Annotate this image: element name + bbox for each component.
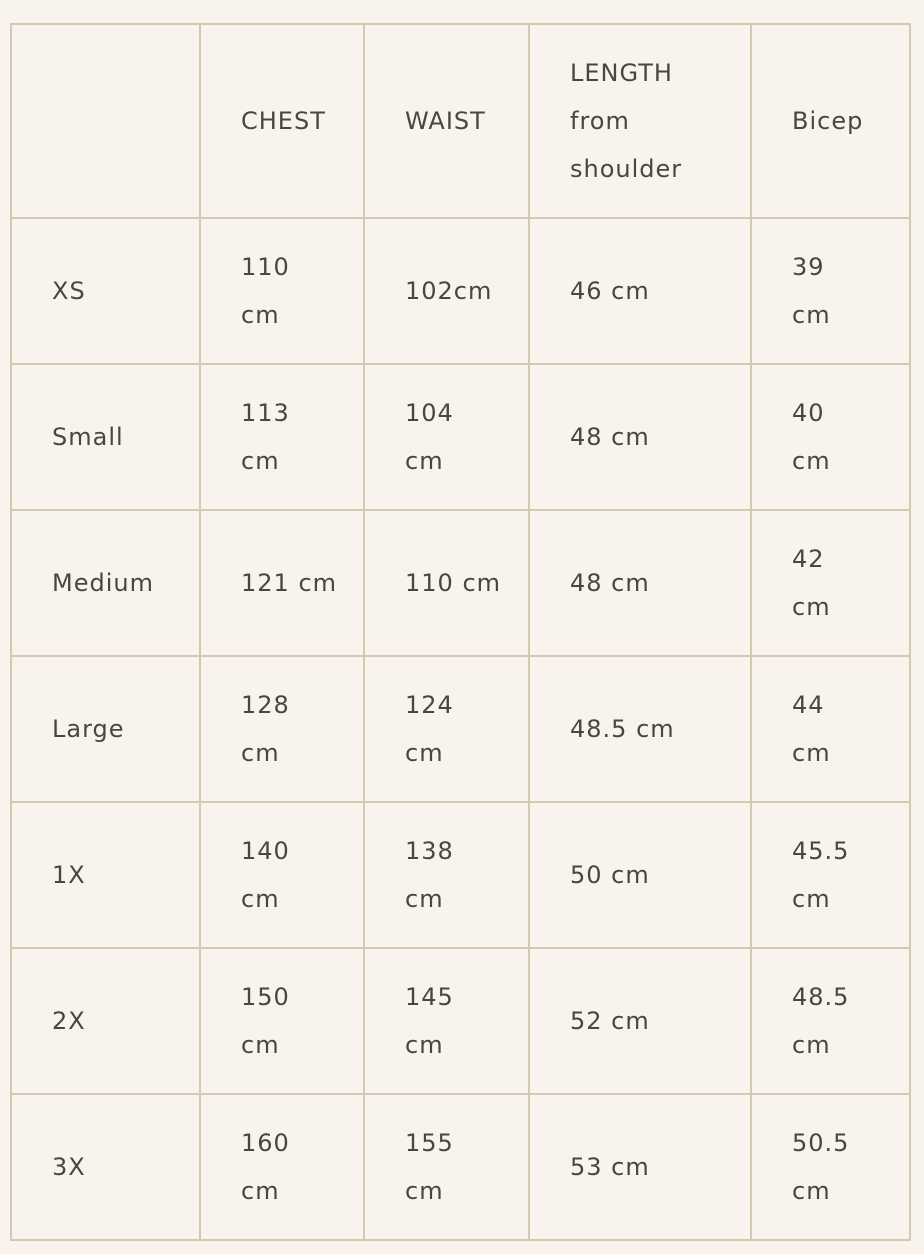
cell-size: XS xyxy=(11,218,200,364)
cell-bicep: 40 cm xyxy=(751,364,910,510)
table-header-row xyxy=(11,24,910,218)
table-row xyxy=(11,510,910,656)
table-row xyxy=(11,802,910,948)
cell-chest: 110 cm xyxy=(200,218,364,364)
table-row xyxy=(11,218,910,364)
cell-chest: 150 cm xyxy=(200,948,364,1094)
cell-waist: 155 cm xyxy=(364,1094,529,1240)
cell-length: 48.5 cm xyxy=(529,656,751,802)
cell-chest: 113 cm xyxy=(200,364,364,510)
cell-bicep: 48.5 cm xyxy=(751,948,910,1094)
cell-length: 48 cm xyxy=(529,364,751,510)
cell-bicep: 42 cm xyxy=(751,510,910,656)
cell-length: 53 cm xyxy=(529,1094,751,1240)
size-chart-table xyxy=(10,23,911,1241)
cell-size: Large xyxy=(11,656,200,802)
cell-waist: 102cm xyxy=(364,218,529,364)
cell-bicep: 50.5 cm xyxy=(751,1094,910,1240)
cell-waist: 124 cm xyxy=(364,656,529,802)
cell-waist: 138 cm xyxy=(364,802,529,948)
table-row xyxy=(11,364,910,510)
cell-chest: 160 cm xyxy=(200,1094,364,1240)
header-bicep: Bicep xyxy=(751,24,910,218)
cell-length: 48 cm xyxy=(529,510,751,656)
cell-size: 1X xyxy=(11,802,200,948)
cell-size: Medium xyxy=(11,510,200,656)
cell-length: 52 cm xyxy=(529,948,751,1094)
cell-waist: 110 cm xyxy=(364,510,529,656)
table-row xyxy=(11,948,910,1094)
header-waist: WAIST xyxy=(364,24,529,218)
cell-bicep: 39 cm xyxy=(751,218,910,364)
cell-size: Small xyxy=(11,364,200,510)
table-row xyxy=(11,656,910,802)
cell-bicep: 44 cm xyxy=(751,656,910,802)
cell-chest: 121 cm xyxy=(200,510,364,656)
cell-bicep: 45.5 cm xyxy=(751,802,910,948)
cell-waist: 145 cm xyxy=(364,948,529,1094)
table-row xyxy=(11,1094,910,1240)
header-size xyxy=(11,24,200,218)
cell-size: 3X xyxy=(11,1094,200,1240)
header-chest: CHEST xyxy=(200,24,364,218)
cell-length: 50 cm xyxy=(529,802,751,948)
cell-waist: 104 cm xyxy=(364,364,529,510)
cell-length: 46 cm xyxy=(529,218,751,364)
cell-chest: 140 cm xyxy=(200,802,364,948)
cell-chest: 128 cm xyxy=(200,656,364,802)
cell-size: 2X xyxy=(11,948,200,1094)
header-length: LENGTH from shoulder xyxy=(529,24,751,218)
